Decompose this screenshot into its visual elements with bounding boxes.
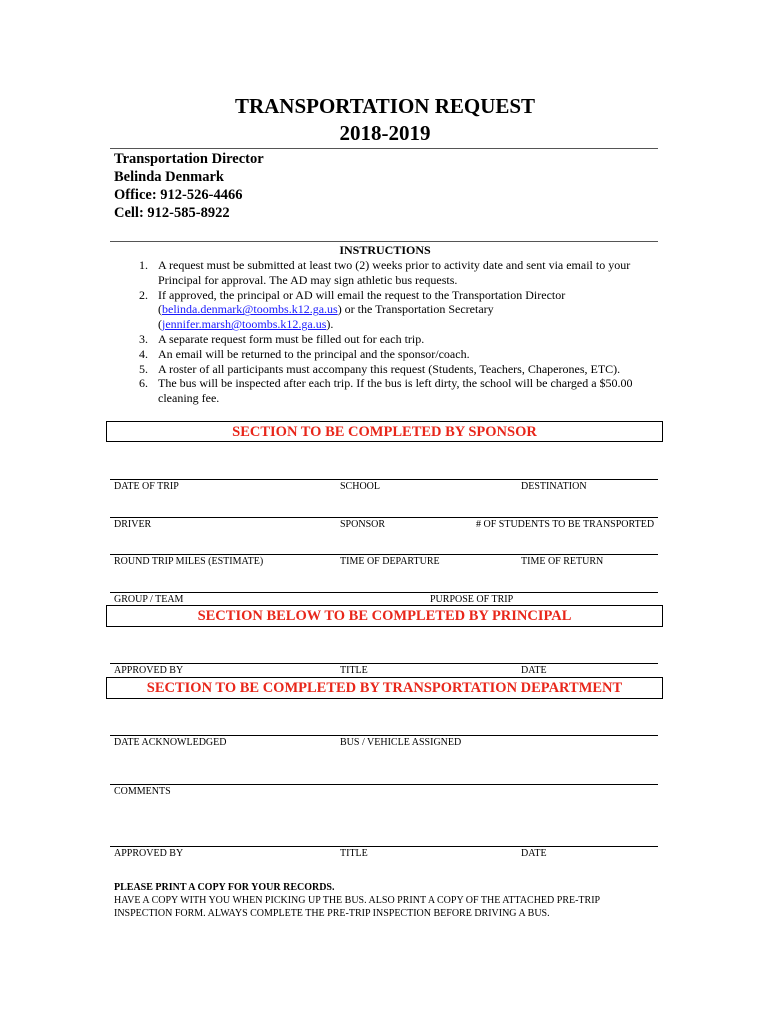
sponsor-label: SPONSOR xyxy=(340,519,386,530)
instruction-item: 4. An email will be returned to the principal and the sponsor/coach. xyxy=(139,346,470,361)
principal-date-label: DATE xyxy=(521,665,547,676)
principal-section-heading: SECTION BELOW TO BE COMPLETED BY PRINCIPAL xyxy=(106,605,663,627)
purpose-of-trip-label: PURPOSE OF TRIP xyxy=(430,594,514,605)
transport-approval-line[interactable] xyxy=(110,846,658,847)
header-divider xyxy=(110,148,658,149)
group-line[interactable] xyxy=(110,592,658,593)
round-trip-miles-label: ROUND TRIP MILES (ESTIMATE) xyxy=(114,556,264,567)
students-count-label: # OF STUDENTS TO BE TRANSPORTED xyxy=(476,519,655,530)
contact-name: Belinda Denmark xyxy=(114,169,224,185)
date-of-trip-label: DATE OF TRIP xyxy=(114,481,179,492)
time-of-return-label: TIME OF RETURN xyxy=(521,556,604,567)
page-title: TRANSPORTATION REQUEST xyxy=(234,94,536,118)
date-acknowledged-line[interactable] xyxy=(110,735,658,736)
driver-line[interactable] xyxy=(110,517,658,518)
group-team-label: GROUP / TEAM xyxy=(114,594,184,605)
contact-cell-phone: Cell: 912-585-8922 xyxy=(114,205,230,221)
instruction-item: 1. A request must be submitted at least two (2) weeks prior to activity date and sent via email to your Principal for approval. The AD may sign athletic bus requests. xyxy=(139,258,631,287)
secretary-email-link[interactable]: jennifer.marsh@toombs.k12.ga.us xyxy=(162,317,327,332)
instruction-item: 6. The bus will be inspected after each trip. If the bus is left dirty, the school will be charged a $50.00 cleaning fee. xyxy=(139,376,633,406)
footer-instructions: HAVE A COPY WITH YOU WHEN PICKING UP THE BUS. ALSO PRINT A COPY OF THE ATTACHED PRE-TRIP INSPECTION FORM. ALWAYS COMPLETE THE PRE-TRIP INSPECTION BEFORE DRIVING A BUS. xyxy=(114,895,600,919)
instructions-list xyxy=(130,258,670,406)
destination-label: DESTINATION xyxy=(521,481,587,492)
principal-approval-line[interactable] xyxy=(110,663,658,664)
instruction-item: 2. If approved, the principal or AD will email the request to the Transportation Director (belinda.denmark@toombs.k12.ga.us) or the Transportation Secretary (jennifer.marsh@toombs.k12.ga.us). xyxy=(139,287,566,332)
miles-line[interactable] xyxy=(110,554,658,555)
transport-title-label: TITLE xyxy=(340,848,368,859)
school-label: SCHOOL xyxy=(340,481,381,492)
transport-date-label: DATE xyxy=(521,848,547,859)
principal-title-label: TITLE xyxy=(340,665,368,676)
director-email-link[interactable]: belinda.denmark@toombs.k12.ga.us xyxy=(162,302,338,317)
sponsor-section-heading: SECTION TO BE COMPLETED BY SPONSOR xyxy=(106,421,663,442)
school-year: 2018-2019 xyxy=(339,121,431,145)
date-of-trip-line[interactable] xyxy=(110,479,658,480)
comments-line[interactable] xyxy=(110,784,658,785)
time-of-departure-label: TIME OF DEPARTURE xyxy=(340,556,440,567)
footer-print-notice: PLEASE PRINT A COPY FOR YOUR RECORDS. xyxy=(114,882,335,893)
bus-assigned-label: BUS / VEHICLE ASSIGNED xyxy=(340,737,462,748)
driver-label: DRIVER xyxy=(114,519,152,530)
comments-label: COMMENTS xyxy=(114,786,171,797)
transport-section-heading: SECTION TO BE COMPLETED BY TRANSPORTATION DEPARTMENT xyxy=(106,677,663,699)
instruction-item: 5. A roster of all participants must accompany this request (Students, Teachers, Chaperones, ETC). xyxy=(139,361,621,376)
instructions-divider xyxy=(110,241,658,242)
principal-approved-by-label: APPROVED BY xyxy=(114,665,184,676)
instruction-item: 3. A separate request form must be filled out for each trip. xyxy=(139,331,425,346)
transport-approved-by-label: APPROVED BY xyxy=(114,848,184,859)
date-acknowledged-label: DATE ACKNOWLEDGED xyxy=(114,737,227,748)
contact-office-phone: Office: 912-526-4466 xyxy=(114,187,243,203)
contact-role: Transportation Director xyxy=(114,151,264,167)
instructions-heading: INSTRUCTIONS xyxy=(339,243,431,257)
contact-block xyxy=(114,150,264,222)
